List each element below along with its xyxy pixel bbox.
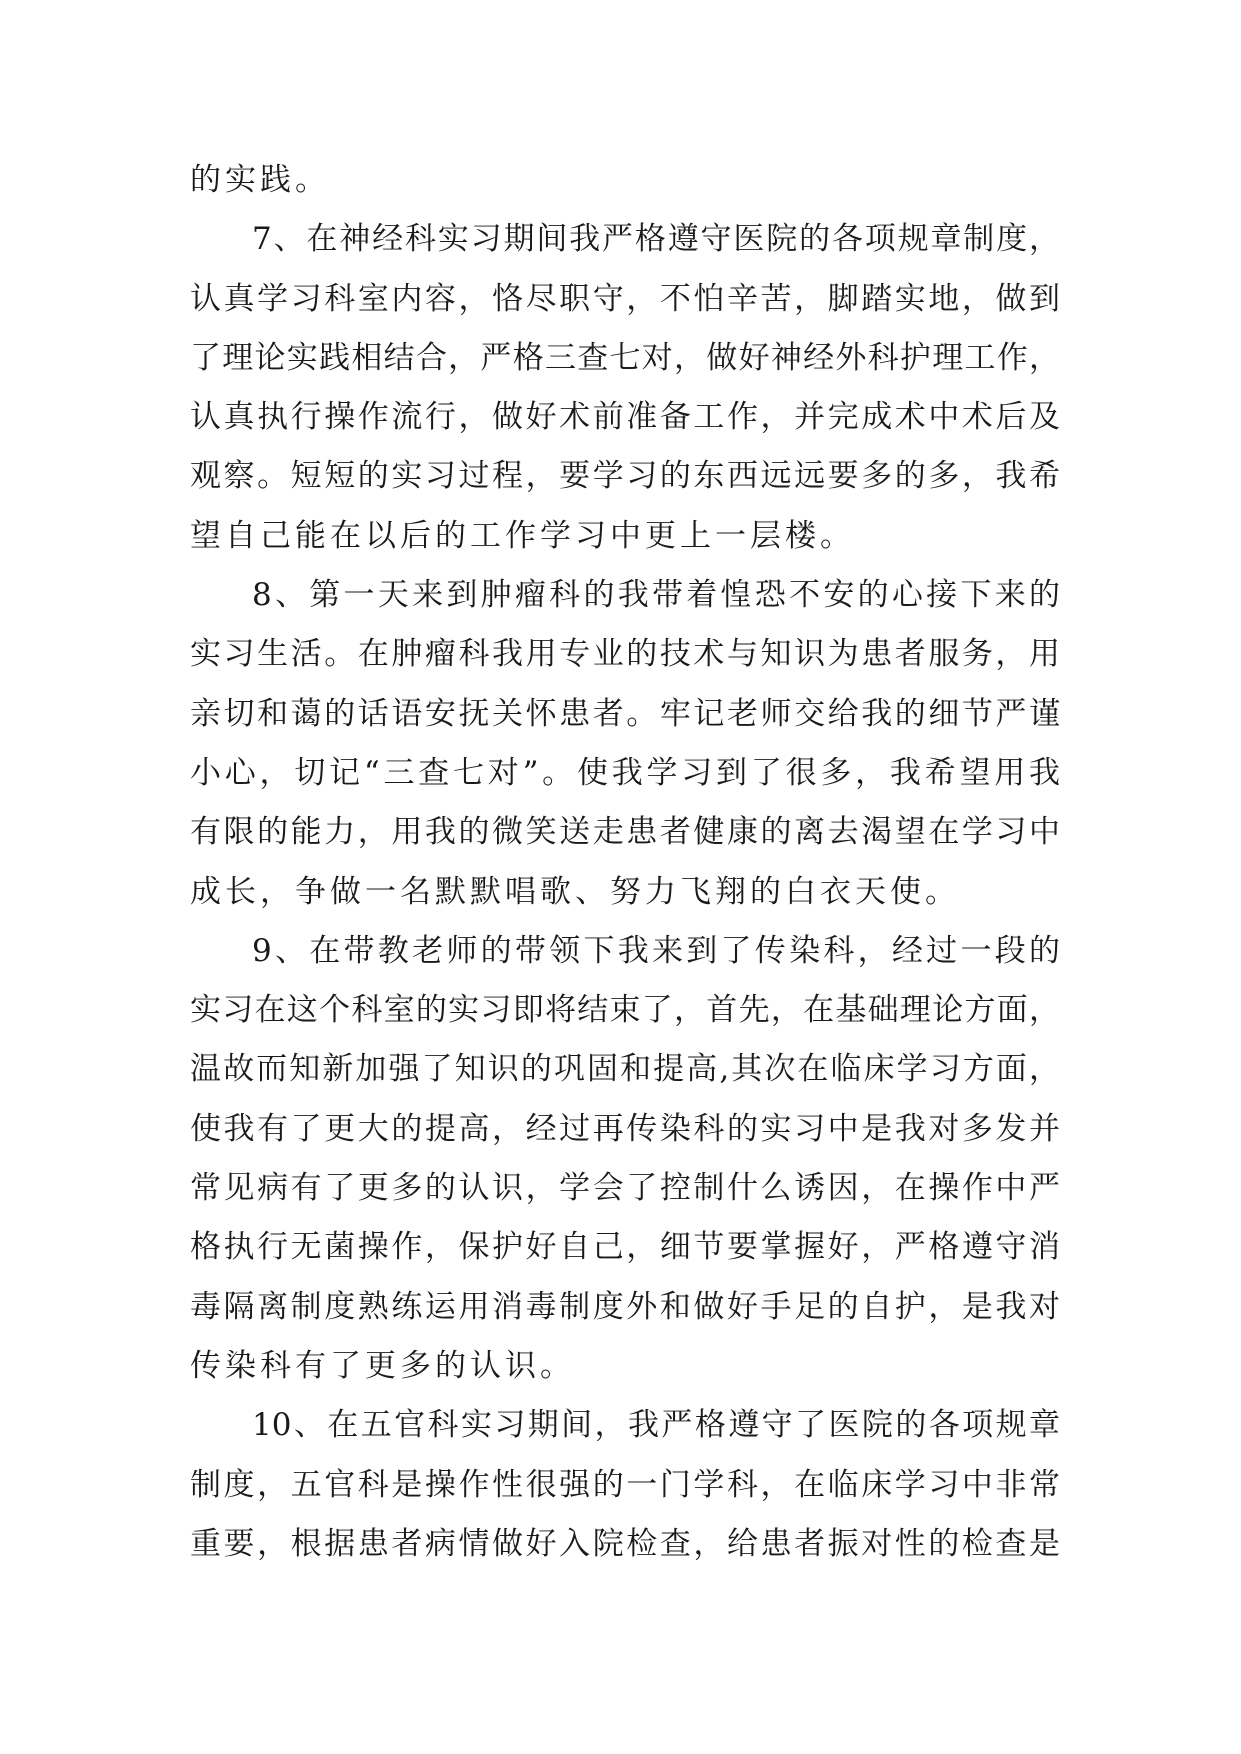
text-line: 成长，争做一名默默唱歌、努力飞翔的白衣天使。 [190,873,960,910]
paragraph-7-first-line: 7、在神经科实习期间我严格遵守医院的各项规章制度， [252,221,1060,258]
text-line: 认真执行操作流行，做好术前准备工作，并完成术中术后及 [190,399,1060,436]
text-line: 观察。短短的实习过程，要学习的东西远远要多的多，我希 [190,458,1060,495]
text-line: 传染科有了更多的认识。 [190,1347,575,1384]
text-line: 有限的能力，用我的微笑送走患者健康的离去渴望在学习中 [190,814,1060,851]
text-line: 毒隔离制度熟练运用消毒制度外和做好手足的自护，是我对 [190,1288,1060,1325]
text-line: 小心，切记“三查七对”。使我学习到了很多，我希望用我 [190,754,1060,791]
text-line: 认真学习科室内容，恪尽职守，不怕辛苦，脚踏实地，做到 [190,280,1060,317]
text-line: 格执行无菌操作，保护好自己，细节要掌握好，严格遵守消 [190,1229,1060,1266]
text-line: 了理论实践相结合，严格三查七对，做好神经外科护理工作， [190,339,1060,376]
text-line: 望自己能在以后的工作学习中更上一层楼。 [190,517,855,554]
text-line: 的实践。 [190,162,330,198]
text-line: 实习生活。在肿瘤科我用专业的技术与知识为患者服务，用 [190,636,1060,673]
paragraph-8-first-line: 8、第一天来到肿瘤科的我带着惶恐不安的心接下来的 [252,577,1060,614]
document-body [190,151,1060,1574]
text-line: 亲切和蔼的话语安抚关怀患者。牢记老师交给我的细节严谨 [190,695,1060,732]
paragraph-9-first-line: 9、在带教老师的带领下我来到了传染科，经过一段的 [252,932,1060,969]
text-line: 制度，五官科是操作性很强的一门学科，在临床学习中非常 [190,1466,1060,1503]
text-line: 温故而知新加强了知识的巩固和提高,其次在临床学习方面， [190,1051,1060,1088]
paragraph-10-first-line: 10、在五官科实习期间，我严格遵守了医院的各项规章 [252,1407,1060,1444]
text-line: 常见病有了更多的认识，学会了控制什么诱因，在操作中严 [190,1170,1060,1207]
text-line: 使我有了更大的提高，经过再传染科的实习中是我对多发并 [190,1110,1060,1147]
text-line: 重要，根据患者病情做好入院检查，给患者振对性的检查是 [190,1525,1060,1562]
text-line: 实习在这个科室的实习即将结束了，首先，在基础理论方面， [190,992,1060,1029]
